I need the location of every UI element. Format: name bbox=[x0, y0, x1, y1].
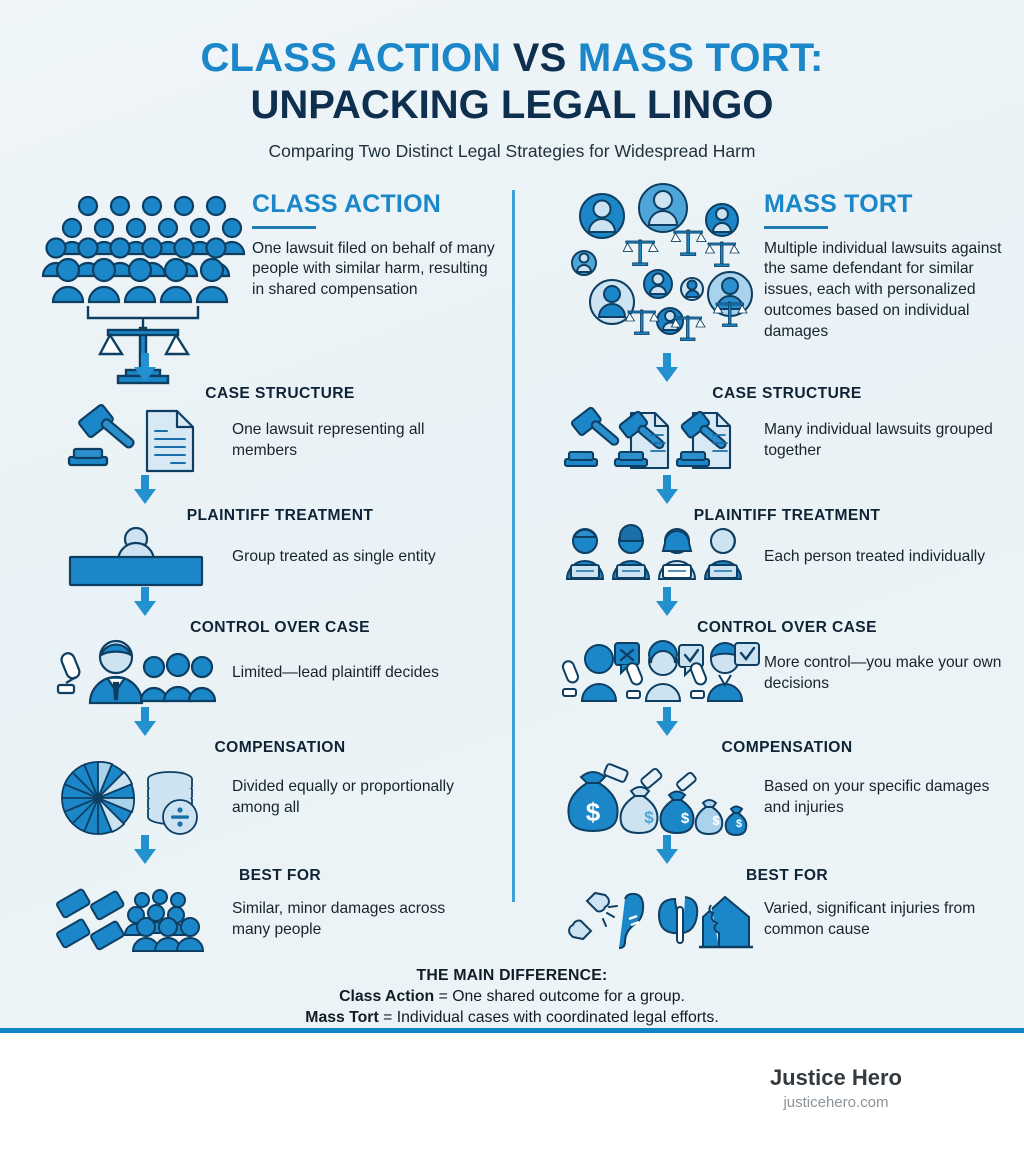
main-difference-label-class-action: Class Action bbox=[339, 987, 435, 1005]
brand-footer bbox=[0, 1033, 1024, 1154]
header bbox=[0, 0, 1024, 162]
brand-block bbox=[770, 1065, 902, 1111]
section-title-compensation-left: COMPENSATION bbox=[214, 738, 346, 756]
section-text-compensation-right: Based on your specific damages and injuries bbox=[764, 778, 990, 816]
section-title-plaintiff-treatment-right: PLAINTIFF TREATMENT bbox=[693, 506, 881, 524]
page-title-line2: UNPACKING LEGAL LINGO bbox=[250, 82, 774, 127]
brand-url[interactable]: justicehero.com bbox=[783, 1094, 889, 1111]
section-text-plaintiff-treatment-right: Each person treated individually bbox=[764, 548, 986, 566]
section-title-control-over-case-left: CONTROL OVER CASE bbox=[190, 618, 370, 636]
class-action-intro-text bbox=[238, 184, 504, 301]
arrow-down-icon bbox=[560, 707, 1014, 737]
arrow-down-icon bbox=[560, 353, 1014, 383]
section-best-for-right bbox=[560, 887, 1014, 953]
injury-icons bbox=[560, 887, 756, 953]
main-difference-text-class-action: = One shared outcome for a group. bbox=[434, 987, 685, 1005]
arrow-down-icon bbox=[48, 475, 512, 505]
crowd-with-scale-icon bbox=[48, 184, 238, 349]
section-best-for-left bbox=[48, 887, 512, 953]
gavel-document-icon bbox=[48, 405, 224, 477]
main-difference-block bbox=[0, 967, 1024, 1027]
brand-name: Justice Hero bbox=[769, 1065, 902, 1090]
section-title-control-over-case-right: CONTROL OVER CASE bbox=[697, 618, 877, 636]
section-compensation-right bbox=[560, 759, 1014, 837]
column-mass-tort bbox=[512, 184, 1014, 953]
individual-avatars-scales-icon bbox=[560, 184, 750, 349]
class-action-intro bbox=[48, 184, 512, 349]
mass-tort-intro-text bbox=[750, 184, 1014, 343]
title-mass-tort: MASS TORT: bbox=[577, 36, 824, 80]
column-divider bbox=[512, 190, 515, 902]
main-difference-line-mass-tort bbox=[0, 1009, 1024, 1027]
lead-plaintiff-microphone-icon bbox=[48, 639, 224, 709]
section-text-case-structure-left: One lawsuit representing all members bbox=[232, 421, 425, 459]
section-plaintiff-treatment-right bbox=[560, 527, 1014, 589]
group-single-entity-icon bbox=[48, 527, 224, 589]
section-case-structure-left bbox=[48, 405, 512, 477]
main-difference-line-class-action bbox=[0, 988, 1024, 1006]
arrow-down-icon bbox=[560, 835, 1014, 865]
section-case-structure-right bbox=[560, 405, 1014, 477]
main-difference-label-mass-tort: Mass Tort bbox=[305, 1008, 379, 1026]
section-title-best-for-right: BEST FOR bbox=[745, 866, 829, 884]
multiple-gavels-documents-icon bbox=[560, 405, 756, 477]
svg-text:$: $ bbox=[585, 796, 601, 827]
mass-tort-intro bbox=[560, 184, 1014, 349]
people-microphones-checkboxes-icon bbox=[560, 639, 756, 709]
section-text-case-structure-right: Many individual lawsuits grouped together bbox=[764, 421, 993, 459]
section-text-best-for-left: Similar, minor damages across many people bbox=[232, 900, 446, 938]
arrow-down-icon bbox=[48, 835, 512, 865]
section-control-over-case-left bbox=[48, 639, 512, 709]
section-compensation-left bbox=[48, 759, 512, 837]
class-action-description: One lawsuit filed on behalf of many people with similar harm, resulting in shared compensation bbox=[252, 239, 495, 299]
arrow-down-icon bbox=[48, 707, 512, 737]
section-text-plaintiff-treatment-left: Group treated as single entity bbox=[232, 548, 436, 566]
section-title-plaintiff-treatment-left: PLAINTIFF TREATMENT bbox=[186, 506, 374, 524]
svg-text:$: $ bbox=[735, 817, 743, 830]
arrow-down-icon bbox=[560, 587, 1014, 617]
section-text-best-for-right: Varied, significant injuries from common cause bbox=[764, 900, 976, 938]
section-plaintiff-treatment-left bbox=[48, 527, 512, 589]
section-title-compensation-right: COMPENSATION bbox=[721, 738, 853, 756]
section-title-case-structure-left: CASE STRUCTURE bbox=[205, 384, 355, 402]
svg-text:$: $ bbox=[712, 812, 720, 828]
money-bags-icon bbox=[560, 759, 756, 837]
bandages-crowd-icon bbox=[48, 887, 224, 953]
class-action-heading: CLASS ACTION bbox=[252, 189, 441, 218]
main-difference-title: THE MAIN DIFFERENCE: bbox=[416, 966, 608, 984]
svg-text:$: $ bbox=[644, 807, 654, 827]
section-text-compensation-left: Divided equally or proportionally among all bbox=[232, 778, 454, 816]
page-subtitle: Comparing Two Distinct Legal Strategies for Widespread Harm bbox=[268, 140, 756, 161]
section-title-best-for-left: BEST FOR bbox=[238, 866, 322, 884]
pie-chart-coins-icon bbox=[48, 759, 224, 837]
title-class-action: CLASS ACTION bbox=[200, 36, 502, 80]
main-difference-text-mass-tort: = Individual cases with coordinated legal efforts. bbox=[378, 1008, 719, 1026]
mass-tort-description: Multiple individual lawsuits against the same defendant for similar issues, each with personalized outcomes based on individual damages bbox=[764, 239, 1002, 340]
section-text-control-over-case-right: More control—you make your own decisions bbox=[764, 654, 1002, 692]
title-vs: VS bbox=[512, 36, 567, 80]
svg-text:$: $ bbox=[680, 809, 690, 827]
column-class-action bbox=[10, 184, 512, 953]
section-control-over-case-right bbox=[560, 639, 1014, 709]
arrow-down-icon bbox=[48, 587, 512, 617]
section-text-control-over-case-left: Limited—lead plaintiff decides bbox=[232, 664, 439, 682]
section-title-case-structure-right: CASE STRUCTURE bbox=[712, 384, 862, 402]
mass-tort-heading: MASS TORT bbox=[764, 189, 913, 218]
arrow-down-icon bbox=[560, 475, 1014, 505]
page-title-line1 bbox=[0, 36, 1024, 81]
comparison-columns bbox=[0, 184, 1024, 953]
heading-underline bbox=[764, 226, 828, 229]
heading-underline bbox=[252, 226, 316, 229]
individual-people-badges-icon bbox=[560, 527, 756, 589]
